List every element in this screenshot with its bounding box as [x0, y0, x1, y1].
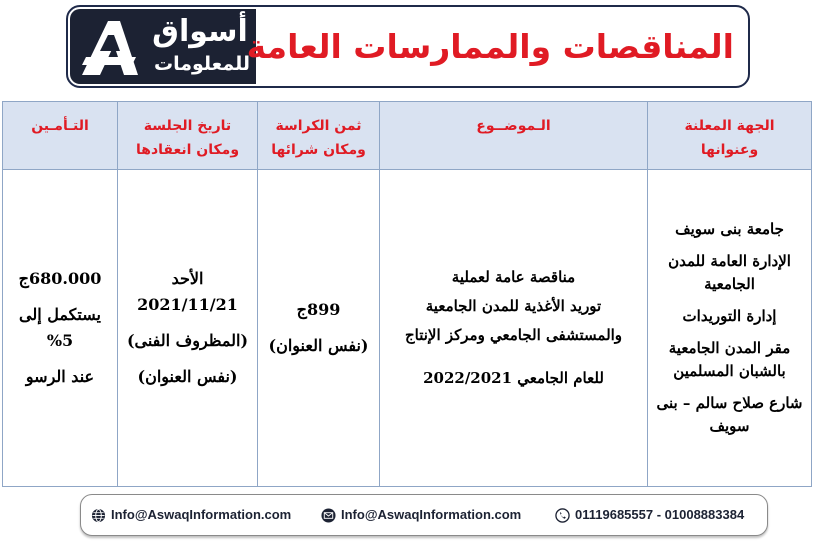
column-header-price: ثمن الكراسة ومكان شرائها: [258, 102, 380, 170]
footer-email[interactable]: Info@AswaqInformation.com: [321, 495, 521, 535]
footer-website[interactable]: Info@AswaqInformation.com: [91, 495, 291, 535]
column-header-organization: الجهة المعلنة وعنوانها: [648, 102, 812, 170]
phone-icon: [555, 508, 570, 523]
cell-session: الأحد 2021/11/21 (المظروف الفنى) (نفس العنوان): [118, 170, 258, 487]
column-header-insurance: التـأمـين: [3, 102, 118, 170]
cell-price: 899ج (نفس العنوان): [258, 170, 380, 487]
contact-footer: [80, 494, 768, 536]
cell-subject: مناقصة عامة لعملية توريد الأغذية للمدن الجامعية والمستشفى الجامعي ومركز الإنتاج للعام الجامعي 2022/2021: [380, 170, 648, 487]
table-row: [3, 170, 812, 487]
mail-icon: [321, 508, 336, 523]
column-header-session: تاريخ الجلسة ومكان انعقادها: [118, 102, 258, 170]
logo: [70, 9, 256, 84]
globe-icon: [91, 508, 106, 523]
header-banner: [66, 5, 750, 88]
logo-title: أسواق: [152, 14, 248, 49]
page-title: المناقصات والممارسات العامة: [246, 27, 734, 66]
logo-subtitle: للمعلومات: [153, 53, 250, 75]
cell-organization: جامعة بنى سويف الإدارة العامة للمدن الجامعية إدارة التوريدات مقر المدن الجامعية بالشبان المسلمين شارع صلاح سالم – بنى سويف: [648, 170, 812, 487]
tender-table: [2, 101, 812, 487]
footer-phone[interactable]: 01119685557 - 01008883384: [555, 495, 744, 535]
cell-insurance: 680.000ج يستكمل إلى 5% عند الرسو: [3, 170, 118, 487]
table-header-row: [3, 102, 812, 170]
aswaq-logo-icon: [78, 17, 140, 77]
column-header-subject: الـموضــوع: [380, 102, 648, 170]
